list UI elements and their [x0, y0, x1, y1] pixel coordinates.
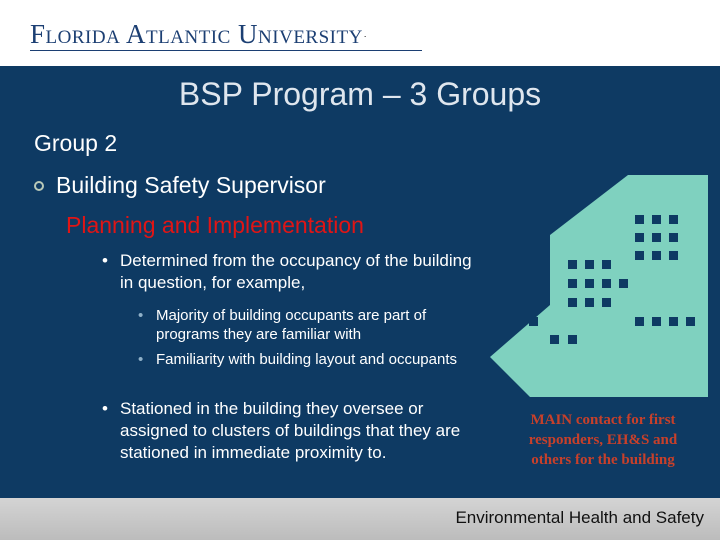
university-logo: [30, 14, 366, 54]
building-icon: [490, 175, 708, 397]
bullet-dot-icon: •: [102, 399, 108, 418]
bullet-dot-icon: •: [102, 251, 108, 270]
bullet-level3-text: Familiarity with building layout and occupants: [156, 351, 457, 368]
bullet-level3-text: Majority of building occupants are part of programs they are familiar with: [156, 307, 427, 343]
bullet-level3: [138, 306, 468, 344]
logo-underline: [30, 50, 422, 51]
bullet-level3: [138, 350, 468, 369]
bullet-level1-text: Building Safety Supervisor: [56, 172, 326, 198]
logo-trademark: .: [363, 29, 367, 39]
footer-label: Environmental Health and Safety: [455, 508, 704, 527]
bullet-level2: [104, 398, 474, 464]
bullet-level2-text: Determined from the occupancy of the building in question, for example,: [120, 251, 472, 292]
slide-title: BSP Program – 3 Groups: [178, 76, 542, 112]
bullet-level1: [34, 172, 326, 199]
footer: [0, 498, 720, 540]
logo-text: Florida Atlantic University: [30, 18, 363, 49]
bullet-level2: [104, 250, 474, 294]
sub-heading: Planning and Implementation: [66, 212, 364, 238]
callout-text: MAIN contact for first responders, EH&S and others for the building: [528, 412, 678, 468]
bullet-dot-icon: •: [138, 307, 144, 324]
header: [0, 0, 720, 66]
bullet-level2-text: Stationed in the building they oversee or assigned to clusters of buildings that they are stationed in immediate proximity to.: [120, 399, 461, 462]
bullet-dot-icon: •: [138, 351, 144, 368]
group-heading: Group 2: [34, 130, 118, 156]
circle-bullet-icon: [34, 181, 44, 191]
